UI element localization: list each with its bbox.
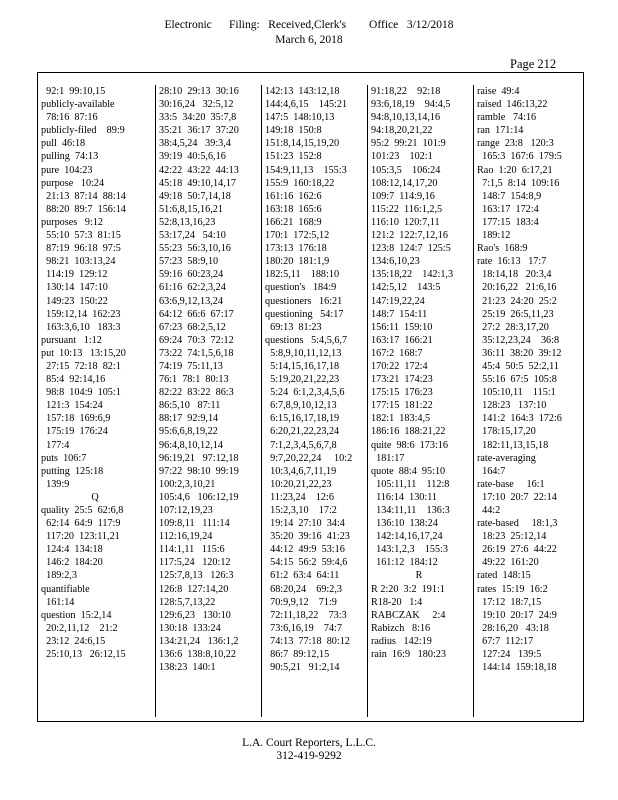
index-entry-line: 143:1,2,3 155:3 <box>371 544 448 556</box>
index-box <box>37 72 584 722</box>
index-entry-line: 173:13 176:18 <box>265 243 327 255</box>
index-entry-line: 147:5 148:10,13 <box>265 112 335 124</box>
index-entry-line: 114:19 129:12 <box>41 269 108 281</box>
index-entry-line: 74:13 77:18 80:12 <box>265 635 350 647</box>
index-entry-line: 6:20,21,22,23,24 <box>265 426 340 438</box>
index-column-4 <box>367 85 473 717</box>
index-entry-line: 30:16,24 32:5,12 <box>159 99 234 111</box>
index-entry-line: range 23:8 120:3 <box>477 138 554 150</box>
index-entry-line: 45:18 49:10,14,17 <box>159 177 236 189</box>
index-entry-line: 69:24 70:3 72:12 <box>159 334 234 346</box>
index-entry-line: 105:4,6 106:12,19 <box>159 491 239 503</box>
index-entry-line: 36:11 38:20 39:12 <box>477 347 562 359</box>
index-entry-line: 95:6,6,8,19,22 <box>159 426 218 438</box>
index-entry-line: 73:22 74:1,5,6,18 <box>159 347 234 359</box>
index-entry-line: rate-base 16:1 <box>477 478 545 490</box>
index-entry-line: 149:23 150:22 <box>41 295 108 307</box>
index-entry-line: 49:18 50:7,14,18 <box>159 190 231 202</box>
index-entry-line: 55:23 56:3,10,16 <box>159 243 231 255</box>
index-entry-line: 105:3,5 106:24 <box>371 164 441 176</box>
index-entry-line: 93:6,18,19 94:4,5 <box>371 99 451 111</box>
index-entry-line: 136:10 138:24 <box>371 518 438 530</box>
index-column-5 <box>473 85 584 717</box>
index-entry-line: 73:6,16,19 74:7 <box>265 622 342 634</box>
index-entry-line: 107:12,19,23 <box>159 505 213 516</box>
index-entry-line: pull 46:18 <box>41 138 86 150</box>
page-number: Page 212 <box>510 57 557 71</box>
index-entry-line: 155:9 160:18,22 <box>265 177 335 189</box>
index-entry-line: putting 125:18 <box>41 465 104 477</box>
index-entry-line: rate-averaging <box>477 452 536 464</box>
index-entry-line: 136:6 138:8,10,22 <box>159 649 236 661</box>
section-letter: R <box>415 570 423 582</box>
index-entry-line: publicly-filed 89:9 <box>41 125 125 137</box>
index-entry-line: 148:7 154:8,9 <box>477 190 542 202</box>
index-entry-line: 100:2,3,10,21 <box>159 478 216 490</box>
index-entry-line: 180:20 181:1,9 <box>265 256 330 268</box>
index-entry-line: 15:2,3,10 17:2 <box>265 505 337 516</box>
index-entry-line: 35:20 39:16 41:23 <box>265 531 350 543</box>
index-entry-line: 87:19 96:18 97:5 <box>41 243 121 255</box>
index-entry-line: 19:10 20:17 24:9 <box>477 609 557 621</box>
index-entry-line: 115:22 116:1,2,5 <box>371 203 443 215</box>
index-entry-line: 67:7 112:17 <box>477 635 534 647</box>
index-entry-line: 96:4,8,10,12,14 <box>159 439 223 451</box>
index-entry-line: 175:15 176:23 <box>371 387 433 399</box>
index-entry-line: 55:16 67:5 105:8 <box>477 374 557 386</box>
index-entry-line: 144:4,6,15 145:21 <box>265 99 348 111</box>
index-entry-line: ran 171:14 <box>477 125 524 137</box>
index-entry-line: 35:21 36:17 37:20 <box>159 125 239 137</box>
index-entry-line: 151:8,14,15,19,20 <box>265 138 340 150</box>
index-entry-line: 130:14 147:10 <box>41 282 108 294</box>
index-entry-line: 54:15 56:2 59:4,6 <box>265 557 348 569</box>
reporter-phone: 312-419-9292 <box>276 750 342 762</box>
index-entry-line: 116:14 130:11 <box>371 491 438 503</box>
index-entry-line: questions 5:4,5,6,7 <box>265 334 348 346</box>
index-entry-line: 96:19,21 97:12,18 <box>159 452 239 464</box>
index-entry-line: 128:5,7,13,22 <box>159 596 216 608</box>
index-entry-line: questioners 16:21 <box>265 295 343 307</box>
index-entry-line: 64:12 66:6 67:17 <box>159 308 234 320</box>
index-entry-line: 124:4 134:18 <box>41 544 103 556</box>
index-entry-line: 163:17 172:4 <box>477 203 539 215</box>
index-entry-line: 94:8,10,13,14,16 <box>371 112 441 124</box>
index-entry-line: 129:6,23 130:10 <box>159 609 231 621</box>
index-entry-line: 17:12 18:7,15 <box>477 596 542 608</box>
index-entry-line: 121:3 154:24 <box>41 400 103 412</box>
index-entry-line: 144:14 159:18,18 <box>477 662 557 674</box>
index-entry-line: 21:13 87:14 88:14 <box>41 190 126 202</box>
index-entry-line: 10:20,21,22,23 <box>265 478 332 490</box>
index-entry-line: 26:19 27:6 44:22 <box>477 544 557 556</box>
index-entry-line: 27:2 28:3,17,20 <box>477 321 549 333</box>
index-entry-line: 5:14,15,16,17,18 <box>265 360 340 372</box>
index-entry-line: 126:8 127:14,20 <box>159 583 229 595</box>
index-entry-line: 44:2 <box>477 505 501 516</box>
index-entry-line: rates 15:19 16:2 <box>477 583 548 595</box>
index-entry-line: 135:18,22 142:1,3 <box>371 269 454 281</box>
index-entry-line: 44:12 49:9 53:16 <box>265 544 345 556</box>
index-entry-line: 68:20,24 69:2,3 <box>265 583 342 595</box>
index-entry-line: R 2:20 3:2 191:1 <box>371 583 445 595</box>
index-entry-line: 6:15,16,17,18,19 <box>265 413 340 425</box>
index-entry-line: 23:12 24:6,15 <box>41 635 106 647</box>
index-entry-line: puts 106:7 <box>41 452 87 464</box>
index-entry-line: 147:19,22,24 <box>371 295 425 307</box>
index-entry-line: 163:18 165:6 <box>265 203 322 215</box>
index-entry-line: rate-based 18:1,3 <box>477 518 558 530</box>
index-entry-line: 163:3,6,10 183:3 <box>41 321 121 333</box>
index-entry-line: rate 16:13 17:7 <box>477 256 547 268</box>
index-entry-line: R18-20 1:4 <box>371 596 423 608</box>
index-entry-line: 117:5,24 120:12 <box>159 557 231 569</box>
index-entry-line: 157:18 169:6,9 <box>41 413 111 425</box>
index-entry-line: 86:5,10 87:11 <box>159 400 221 412</box>
index-entry-line: 167:2 168:7 <box>371 347 423 359</box>
index-entry-line: 76:1 78:1 80:13 <box>159 374 229 386</box>
index-entry-line: 125:7,8,13 126:3 <box>159 570 234 582</box>
index-entry-line: 108:12,14,17,20 <box>371 177 438 189</box>
index-entry-line: 170:1 172:5,12 <box>265 230 330 242</box>
index-entry-line: 69:13 81:23 <box>265 321 322 333</box>
index-entry-line: 139:9 <box>41 478 70 490</box>
index-entry-line: 127:24 139:5 <box>477 649 542 661</box>
index-entry-line: 98:21 103:13,24 <box>41 256 116 268</box>
index-entry-line: 39:19 40:5,6,16 <box>159 151 226 163</box>
index-entry-line: 7:1,2,3,4,5,6,7,8 <box>265 439 337 451</box>
index-entry-line: 63:6,9,12,13,24 <box>159 295 223 307</box>
index-entry-line: 130:18 133:24 <box>159 622 221 634</box>
index-entry-line: pursuant 1:12 <box>41 334 102 346</box>
index-entry-line: radius 142:19 <box>371 635 432 647</box>
index-entry-line: 116:10 120:7,11 <box>371 216 440 228</box>
index-entry-line: 149:18 150:8 <box>265 125 322 137</box>
index-entry-line: 5:8,9,10,11,12,13 <box>265 347 342 359</box>
index-entry-line: 20:2,11,12 21:2 <box>41 622 118 634</box>
index-entry-line: ramble 74:16 <box>477 112 537 124</box>
index-entry-line: 94:18,20,21,22 <box>371 125 433 137</box>
index-entry-line: 173:21 174:23 <box>371 374 433 386</box>
index-entry-line: 112:16,19,24 <box>159 531 213 543</box>
index-entry-line: 55:10 57:3 81:15 <box>41 230 121 242</box>
index-entry-line: 166:21 168:9 <box>265 216 322 228</box>
filing-stamp-line: Electronic Filing: Received,Clerk's Office 3/12/2018 <box>164 19 454 31</box>
index-entry-line: 28:16,20 43:18 <box>477 622 549 634</box>
index-entry-line: raised 146:13,22 <box>477 99 548 111</box>
index-entry-line: Rao's 168:9 <box>477 243 528 255</box>
index-entry-line: 182:11,13,15,18 <box>477 439 549 451</box>
index-entry-line: 38:4,5,24 39:3,4 <box>159 138 231 150</box>
index-entry-line: 177:15 183:4 <box>477 216 539 228</box>
index-entry-line: 142:14,16,17,24 <box>371 531 443 543</box>
index-entry-line: 25:10,13 26:12,15 <box>41 649 126 661</box>
filing-date: March 6, 2018 <box>275 34 343 46</box>
index-entry-line: 95:2 99:21 101:9 <box>371 138 446 150</box>
index-entry-line: 51:6,8,15,16,21 <box>159 203 223 215</box>
index-entry-line: 88:20 89:7 156:14 <box>41 203 126 215</box>
index-entry-line: 154:9,11,13 155:3 <box>265 164 347 176</box>
index-entry-line: 161:12 184:12 <box>371 557 438 569</box>
index-entry-line: purpose 10:24 <box>41 177 105 189</box>
index-entry-line: 163:17 166:21 <box>371 334 433 346</box>
index-entry-line: 170:22 172:4 <box>371 360 428 372</box>
index-entry-line: 156:11 159:10 <box>371 321 433 333</box>
index-entry-line: 178:15,17,20 <box>477 426 536 438</box>
index-entry-line: 90:5,21 91:2,14 <box>265 662 340 674</box>
index-entry-line: 148:7 154:11 <box>371 308 428 320</box>
index-entry-line: 134:21,24 136:1,2 <box>159 635 239 647</box>
index-entry-line: 11:23,24 12:6 <box>265 491 334 503</box>
index-entry-line: 189:2,3 <box>41 570 77 582</box>
index-entry-line: 92:1 99:10,15 <box>41 86 106 97</box>
index-entry-line: 20:16,22 21:6,16 <box>477 282 557 294</box>
index-entry-line: question 15:2,14 <box>41 609 112 621</box>
index-entry-line: 5:19,20,21,22,23 <box>265 374 340 386</box>
index-entry-line: 164:7 <box>477 465 506 477</box>
index-entry-line: quote 88:4 95:10 <box>371 465 446 477</box>
index-entry-line: 49:22 161:20 <box>477 557 539 569</box>
index-entry-line: 109:8,11 111:14 <box>159 518 230 530</box>
index-entry-line: 72:11,18,22 73:3 <box>265 609 347 621</box>
index-entry-line: 142:5,12 143:5 <box>371 282 441 294</box>
index-entry-line: 25:19 26:5,11,23 <box>477 308 554 320</box>
index-entry-line: 85:4 92:14,16 <box>41 374 106 386</box>
index-entry-line: 9:7,20,22,24 10:2 <box>265 452 353 464</box>
index-entry-line: 128:23 137:10 <box>477 400 547 412</box>
index-entry-line: 105:10,11 115:1 <box>477 387 556 399</box>
index-entry-line: quality 25:5 62:6,8 <box>41 505 124 516</box>
index-entry-line: 134:6,10,23 <box>371 256 420 268</box>
index-entry-line: purposes 9:12 <box>41 216 103 228</box>
index-entry-line: 161:16 162:6 <box>265 190 322 202</box>
index-entry-line: 161:14 <box>41 596 75 608</box>
index-entry-line: 117:20 123:11,21 <box>41 531 120 543</box>
index-entry-line: quite 98:6 173:16 <box>371 439 448 451</box>
index-entry-line: publicly-available <box>41 99 115 111</box>
index-entry-line: raise 49:4 <box>477 86 520 97</box>
index-column-3 <box>261 85 367 717</box>
index-entry-line: 7:1,5 8:14 109:16 <box>477 177 560 189</box>
index-entry-line: rated 148:15 <box>477 570 531 582</box>
index-entry-line: 175:19 176:24 <box>41 426 108 438</box>
index-entry-line: 62:14 64:9 117:9 <box>41 518 121 530</box>
index-entry-line: 146:2 184:20 <box>41 557 103 569</box>
index-entry-line: 35:12,23,24 36:8 <box>477 334 560 346</box>
index-entry-line: 18:23 25:12,14 <box>477 531 547 543</box>
index-entry-line: 177:4 <box>41 439 70 451</box>
index-entry-line: 186:16 188:21,22 <box>371 426 446 438</box>
index-entry-line: pulling 74:13 <box>41 151 99 163</box>
index-entry-line: 78:16 87:16 <box>41 112 98 124</box>
index-entry-line: 17:10 20:7 22:14 <box>477 491 557 503</box>
index-entry-line: 121:2 122:7,12,16 <box>371 230 448 242</box>
index-entry-line: 159:12,14 162:23 <box>41 308 121 320</box>
index-entry-line: 177:15 181:22 <box>371 400 433 412</box>
index-entry-line: 91:18,22 92:18 <box>371 86 441 97</box>
index-entry-line: Rao 1:20 6:17,21 <box>477 164 553 176</box>
index-entry-line: 10:3,4,6,7,11,19 <box>265 465 337 477</box>
index-entry-line: 181:17 <box>371 452 405 464</box>
index-entry-line: 57:23 58:9,10 <box>159 256 219 268</box>
index-column-1 <box>38 85 155 717</box>
index-entry-line: quantifiable <box>41 583 90 595</box>
index-entry-line: 134:11,11 136:3 <box>371 505 450 516</box>
index-entry-line: 33:5 34:20 35:7,8 <box>159 112 237 124</box>
index-entry-line: 52:8,13,16,23 <box>159 216 216 228</box>
index-entry-line: 82:22 83:22 86:3 <box>159 387 234 399</box>
index-entry-line: 88:17 92:9,14 <box>159 413 219 425</box>
index-entry-line: RABCZAK 2:4 <box>371 609 446 621</box>
index-entry-line: put 10:13 13:15,20 <box>41 347 126 359</box>
index-entry-line: 18:14,18 20:3,4 <box>477 269 552 281</box>
index-entry-line: 97:22 98:10 99:19 <box>159 465 239 477</box>
index-entry-line: 70:9,9,12 71:9 <box>265 596 337 608</box>
index-entry-line: 182:5,11 188:10 <box>265 269 340 281</box>
index-entry-line: 53:17,24 54:10 <box>159 230 226 242</box>
index-entry-line: 28:10 29:13 30:16 <box>159 86 239 97</box>
index-entry-line: 61:16 62:2,3,24 <box>159 282 226 294</box>
index-entry-line: 98:8 104:9 105:1 <box>41 387 121 399</box>
section-letter: Q <box>91 491 99 503</box>
index-entry-line: 6:7,8,9,10,12,13 <box>265 400 337 412</box>
index-entry-line: 114:1,11 115:6 <box>159 544 225 556</box>
index-entry-line: 142:13 143:12,18 <box>265 86 340 97</box>
index-entry-line: 151:23 152:8 <box>265 151 322 163</box>
index-entry-line: 45:4 50:5 52:2,11 <box>477 360 559 372</box>
index-entry-line: 109:7 114:9,16 <box>371 190 435 202</box>
reporter-name: L.A. Court Reporters, L.L.C. <box>242 737 376 749</box>
index-entry-line: 138:23 140:1 <box>159 662 216 674</box>
index-entry-line: 59:16 60:23,24 <box>159 269 224 281</box>
index-entry-line: 61:2 63:4 64:11 <box>265 570 340 582</box>
index-entry-line: Rabizch 8:16 <box>371 622 431 634</box>
index-entry-line: rain 16:9 180:23 <box>371 649 446 661</box>
index-entry-line: 42:22 43:22 44:13 <box>159 164 239 176</box>
index-entry-line: 105:11,11 112:8 <box>371 478 450 490</box>
index-entry-line: 182:1 183:4,5 <box>371 413 431 425</box>
index-column-2 <box>155 85 261 717</box>
index-entry-line: 189:12 <box>477 230 511 242</box>
index-entry-line: 67:23 68:2,5,12 <box>159 321 226 333</box>
index-entry-line: 74:19 75:11,13 <box>159 360 223 372</box>
index-entry-line: 86:7 89:12,15 <box>265 649 330 661</box>
index-entry-line: 123:8 124:7 125:5 <box>371 243 451 255</box>
index-entry-line: pure 104:23 <box>41 164 93 176</box>
index-entry-line: 165:3 167:6 179:5 <box>477 151 562 163</box>
index-entry-line: 141:2 164:3 172:6 <box>477 413 562 425</box>
index-entry-line: question's 184:9 <box>265 282 337 294</box>
index-entry-line: 19:14 27:10 34:4 <box>265 518 345 530</box>
index-entry-line: 27:15 72:18 82:1 <box>41 360 121 372</box>
index-entry-line: 21:23 24:20 25:2 <box>477 295 557 307</box>
index-entry-line: questioning 54:17 <box>265 308 344 320</box>
index-entry-line: 5:24 6:1,2,3,4,5,6 <box>265 387 345 399</box>
index-entry-line: 101:23 102:1 <box>371 151 433 163</box>
